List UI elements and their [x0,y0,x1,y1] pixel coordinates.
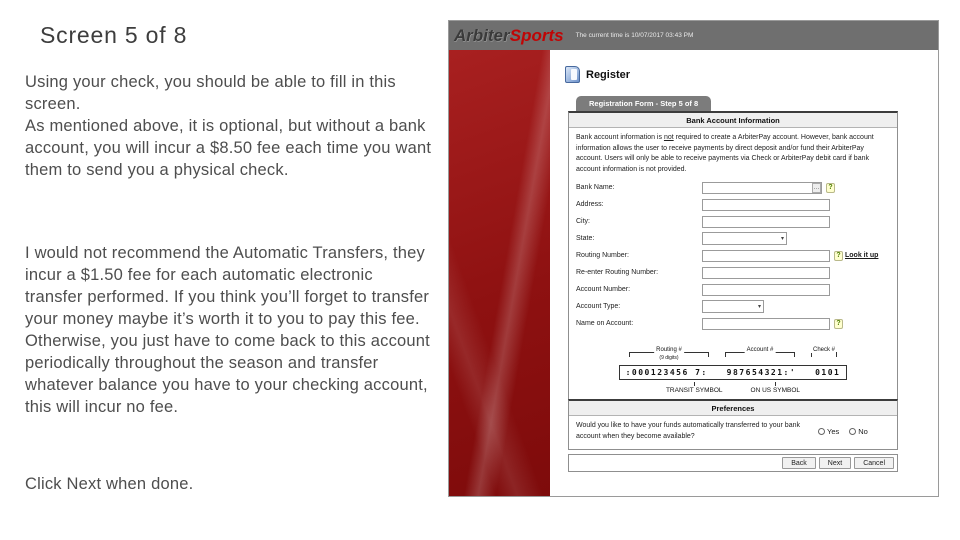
check-diagram-brackets [629,338,837,361]
bank-account-intro-text [569,128,897,179]
look-it-up-link[interactable]: Look it up [845,252,879,259]
form-row-name-on-account [569,315,897,332]
account-number-input[interactable] [702,284,830,296]
name-on-account-label: Name on Account: [576,320,634,327]
main-content [550,50,938,496]
logo-sports-text: Sports [509,25,564,45]
routing-number-label: Routing Number: [576,252,629,259]
preferences-panel [568,399,898,450]
logo-arbiter-text: Arbiter [454,25,510,45]
form-row-reenter-routing [569,264,897,281]
sample-check-diagram [569,338,897,394]
radio-group-yes[interactable] [818,427,839,436]
routing-digits-note: (9 digits) [659,355,679,361]
app-header [449,21,938,50]
help-icon[interactable]: ? [834,319,843,329]
form-row-bank-name [569,179,897,196]
chevron-down-icon: ▾ [757,304,761,310]
check-bracket [811,347,837,356]
form-row-address [569,196,897,213]
wizard-button-bar [568,454,898,472]
no-radio-label: No [858,427,868,437]
slide-title: Screen 5 of 8 [40,22,188,48]
slide-paragraph-1-line: Using your check, you should be able to fill in this screen. [25,73,396,113]
help-icon[interactable]: ? [834,251,843,261]
account-type-label: Account Type: [576,303,621,310]
auto-transfer-radios [818,427,868,436]
routing-bracket [629,347,709,361]
state-select[interactable] [702,232,787,245]
intro-post: required to create a ArbiterPay account. However, bank account information allows the user to receive payments by direct deposit and/or fund their ArbiterPay account. Users will only be able to receive payments via Check or ArbiterPay debit card if bank account information is not provided. [576,134,874,173]
radio-group-no[interactable] [849,427,868,436]
form-row-account-number [569,281,897,298]
reenter-routing-input[interactable] [702,267,830,279]
bank-name-label: Bank Name: [576,184,615,191]
register-document-icon [565,66,580,83]
register-heading-label: Register [586,68,631,81]
city-label: City: [576,218,590,225]
preferences-body [569,416,897,449]
bank-account-panel-title: Bank Account Information [569,113,897,128]
city-input[interactable] [702,216,830,228]
next-button[interactable]: Next [819,457,851,469]
address-input[interactable] [702,199,830,211]
account-number-diagram-label: Account # [746,347,774,353]
on-us-symbol-label: ON US SYMBOL [751,382,800,394]
form-row-routing-number [569,247,897,264]
intro-not-underlined: not [663,134,674,141]
address-label: Address: [576,201,604,208]
yes-radio-label: Yes [827,427,840,437]
slide-paragraph-1-line: As mentioned above, it is optional, but without a bank account, you will incur a $8.50 fee each time you want them to send you a physical check. [25,116,432,179]
account-type-select[interactable] [702,300,764,313]
yes-radio-button[interactable] [818,428,825,435]
check-number-diagram-label: Check # [812,347,836,353]
form-row-account-type [569,298,897,315]
arbitersports-logo [449,26,564,46]
chevron-down-icon: ▾ [780,236,784,242]
register-heading [565,66,630,83]
state-label: State: [576,235,595,242]
account-number-label: Account Number: [576,286,631,293]
arbitersports-screenshot [448,20,939,497]
account-bracket [725,347,795,356]
name-on-account-input[interactable] [702,318,830,330]
cancel-button[interactable]: Cancel [854,457,894,469]
intro-pre: Bank account information is [576,134,664,141]
bank-account-panel [568,111,898,401]
back-button[interactable]: Back [782,457,816,469]
help-icon[interactable]: ? [826,183,835,193]
tab-registration-form-step-5[interactable]: Registration Form - Step 5 of 8 [576,96,711,112]
check-diagram-symbol-labels [666,382,800,394]
micr-line: :000123456 7: 987654321:' 0101 [619,365,848,380]
form-row-state [569,230,897,247]
bank-name-input[interactable] [702,182,822,194]
routing-number-diagram-label: Routing # [656,347,682,353]
routing-number-input[interactable] [702,250,830,262]
preferences-panel-title: Preferences [569,401,897,416]
red-sidebar [449,50,550,496]
reenter-routing-label: Re-enter Routing Number: [576,269,659,276]
current-time-text: The current time is 10/07/2017 03:43 PM [575,32,694,39]
transit-symbol-label: TRANSIT SYMBOL [666,382,723,394]
auto-transfer-question: Would you like to have your funds automatically transferred to your bank account when they become available? [576,422,800,440]
slide-paragraph-3: Click Next when done. [25,475,194,493]
no-radio-button[interactable] [849,428,856,435]
bank-name-lookup-button[interactable]: … [813,184,820,191]
slide-paragraph-1 [25,72,433,182]
form-row-city [569,213,897,230]
slide-paragraph-2: I would not recommend the Automatic Transfers, they incur a $1.50 fee for each automatic electronic transfer performed. If you think you’ll forget to transfer your money maybe it’s worth it to you to pay this fee. Otherwise, you just have to come back to this account periodically throughout the season and transfer whatever balance you have to your checking account, this will incur no fee. [25,244,430,416]
